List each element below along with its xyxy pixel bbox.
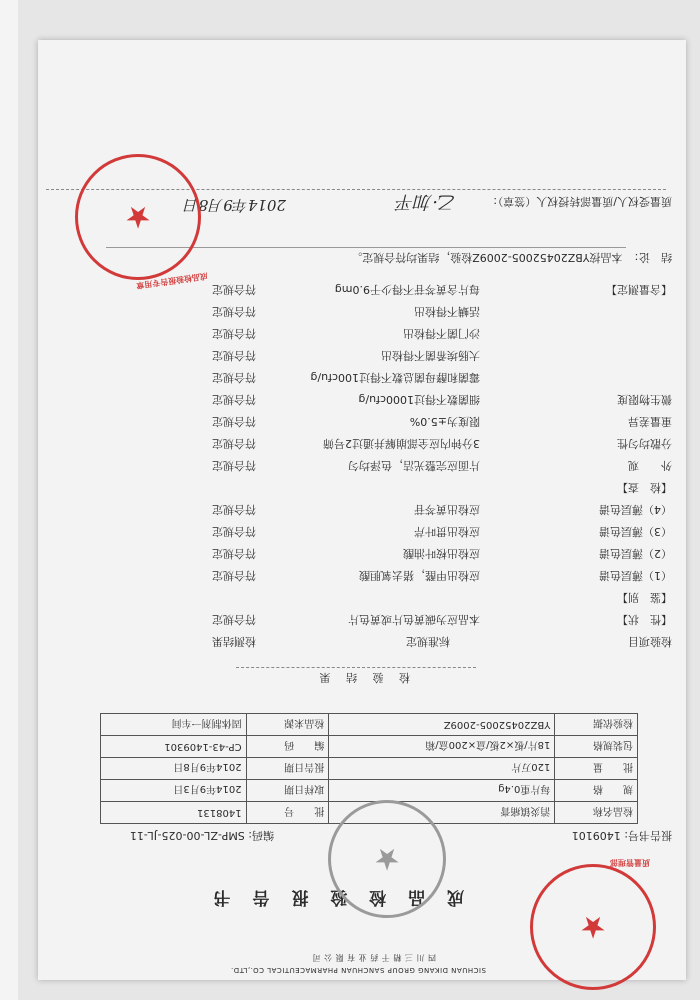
info-label: 检品来源 — [246, 714, 329, 736]
result-item: 微生物限度 — [617, 393, 672, 406]
result-standard: 细菌数不得过1000cfu/g — [358, 393, 480, 406]
info-value: YBZ20452005-2009Z — [329, 714, 555, 736]
result-value: 符合规定 — [212, 393, 256, 406]
info-label: 规 格 — [555, 780, 638, 802]
results-heading: 检 验 结 果 — [313, 671, 410, 684]
star-icon: ★ — [124, 199, 152, 235]
column-result-header: 检测结果 — [212, 635, 256, 648]
quality-dept-stamp — [530, 864, 656, 990]
result-value: 符合规定 — [212, 569, 256, 582]
result-standard: 沙门菌不得检出 — [403, 327, 480, 340]
star-icon: ★ — [579, 909, 607, 945]
result-standard: 限度为±5.0% — [409, 415, 480, 428]
info-value: 固体制剂一车间 — [101, 714, 247, 736]
adjacent-page-edge — [0, 0, 18, 1000]
result-value: 符合规定 — [212, 459, 256, 472]
result-value: 符合规定 — [212, 503, 256, 516]
result-value: 符合规定 — [212, 283, 256, 296]
company-name-cn: 四 川 三 精 干 药 业 有 限 公 司 — [312, 953, 436, 962]
document-code: 编码: SMP-ZL-00-025-JL-11 — [129, 829, 274, 842]
info-value: 120万片 — [329, 758, 555, 780]
info-label: 检品名称 — [555, 802, 638, 824]
star-icon: ★ — [373, 841, 401, 877]
result-item: 【性 状】 — [617, 613, 672, 626]
handwritten-date: 2014年9月8日 — [183, 196, 286, 214]
info-value: CP-43-1409301 — [101, 736, 247, 758]
info-label: 包装规格 — [555, 736, 638, 758]
result-standard: 霉菌和酵母菌总数不得过100cfu/g — [310, 371, 480, 384]
result-value: 符合规定 — [212, 613, 256, 626]
result-item: 分散均匀性 — [617, 437, 672, 450]
result-item: 【鉴 别】 — [617, 591, 672, 604]
info-value: 每片重0.4g — [329, 780, 555, 802]
report-stamp-text: 成品检验报告专用章 — [135, 271, 209, 290]
result-item: （1）薄层色谱 — [599, 569, 672, 582]
result-item: 【检 查】 — [617, 481, 672, 494]
result-item: （4）薄层色谱 — [599, 503, 672, 516]
result-value: 符合规定 — [212, 525, 256, 538]
info-value: 2014年9月8日 — [101, 758, 247, 780]
result-standard: 每片含黄芩苷不得少于9.0mg — [334, 283, 480, 296]
handwritten-signature: 乙·加平 — [396, 191, 456, 212]
quality-stamp-text: 质量管理部 — [610, 858, 650, 867]
result-item: 外 观 — [628, 459, 672, 472]
result-standard: 应检出黄芩苷 — [414, 503, 480, 516]
info-label: 检验依据 — [555, 714, 638, 736]
result-item: （3）薄层色谱 — [599, 525, 672, 538]
result-value: 符合规定 — [212, 547, 256, 560]
result-item: 【含量测定】 — [606, 283, 672, 296]
info-label: 取样日期 — [246, 780, 329, 802]
result-value: 符合规定 — [212, 437, 256, 450]
info-row — [101, 714, 638, 736]
info-row — [101, 780, 638, 802]
faded-company-stamp — [328, 800, 446, 918]
result-standard: 应检出桉叶油酸 — [403, 547, 480, 560]
heading-underline — [236, 667, 476, 668]
result-item: 重量差异 — [628, 415, 672, 428]
company-name-en: SICHUAN DIKANG GROUP SANCHUAN PHARMACEUTICAL CO.,LTD. — [230, 966, 486, 974]
info-label: 报告日期 — [246, 758, 329, 780]
result-standard: 本品应为碳黄色片或黄色片 — [348, 613, 480, 626]
result-item: （2）薄层色谱 — [599, 547, 672, 560]
report-title: 成 品 检 验 报 告 书 — [205, 887, 464, 907]
info-value: 2014年9月3日 — [101, 780, 247, 802]
result-standard: 3分钟内应全部崩解并通过2号筛 — [323, 437, 480, 450]
info-label: 批 量 — [555, 758, 638, 780]
result-standard: 片面应完整光洁，色泽均匀 — [348, 459, 480, 472]
result-standard: 大肠埃希菌不得检出 — [381, 349, 480, 362]
info-value: 1408131 — [101, 802, 247, 824]
result-value: 符合规定 — [212, 349, 256, 362]
document-page — [38, 40, 686, 980]
result-standard: 应检出甲醛，猪去氧胆酸 — [359, 569, 480, 582]
upside-down-content — [38, 40, 686, 980]
info-row — [101, 736, 638, 758]
column-item-header: 检验项目 — [628, 635, 672, 648]
report-seal-stamp — [75, 154, 201, 280]
result-value: 符合规定 — [212, 305, 256, 318]
result-value: 符合规定 — [212, 371, 256, 384]
signature-label: 质量受权人/质量部转授权人（签章）： — [486, 195, 672, 208]
conclusion-text: 结 论： 本品按YBZ20452005-2009Z检验，结果均符合规定。 — [351, 251, 672, 264]
info-value: 消炎镇痛膏 — [329, 802, 555, 824]
result-value: 符合规定 — [212, 327, 256, 340]
info-value: 18片/板×2板/盒×200盒/箱 — [329, 736, 555, 758]
result-standard: 活螨不得检出 — [414, 305, 480, 318]
result-value: 符合规定 — [212, 415, 256, 428]
info-row — [101, 758, 638, 780]
info-label: 编 码 — [246, 736, 329, 758]
column-standard-header: 标准规定 — [406, 635, 450, 648]
report-number: 报告书号: 1409101 — [571, 829, 672, 842]
result-standard: 应检出贯叶芹 — [414, 525, 480, 538]
info-label: 批 号 — [246, 802, 329, 824]
